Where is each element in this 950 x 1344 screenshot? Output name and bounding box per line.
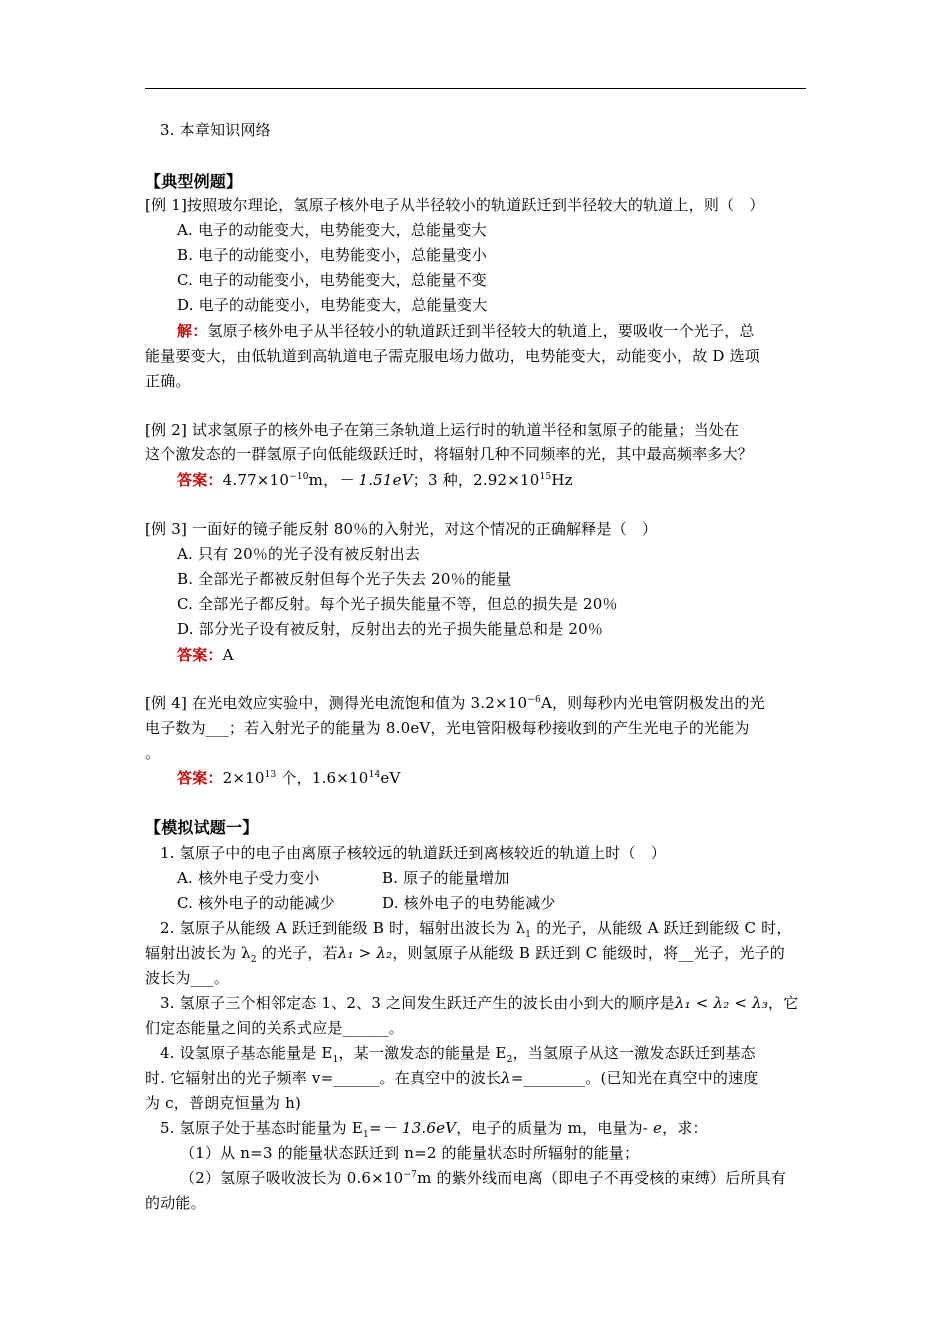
example-4-answer: 答案：$2\times 10^{13}$ 个，$1.6\times 10^{14}eV$: [177, 769, 401, 787]
example-3-option-c: C. 全部光子都反射。每个光子损失能量不等，但总的损失是 20％: [177, 595, 618, 613]
example-1-option-c: C. 电子的动能变小，电势能变大，总能量不变: [177, 271, 487, 289]
solution-label: 解：: [177, 322, 208, 340]
example-4-stem-line-1: [例 4] 在光电效应实验中，测得光电流饱和值为 $3.2\times 10^{-6}A$，则每秒内光电管阴极发出的光: [145, 694, 765, 712]
question-5-part-2-cont: 的动能。: [145, 1194, 206, 1212]
example-3-option-d: D. 部分光子设有被反射，反射出去的光子损失能量总和是 20％: [177, 620, 604, 638]
example-1-solution-line-2: 能量要变大，由低轨道到高轨道电子需克服电场力做功，电势能变大，动能变小，故 D 选项: [145, 347, 760, 365]
intro-item-3: 3. 本章知识网络: [160, 121, 271, 139]
section-title-mock-test: 【模拟试题一】: [145, 818, 259, 837]
example-3-answer: 答案：A: [177, 646, 234, 664]
question-5-part-1: （1）从 n=3 的能量状态跃迁到 n=2 的能量状态时所辐射的能量；: [180, 1144, 640, 1162]
example-1-solution-line-1: 解：氢原子核外电子从半径较小的轨道跃迁到半径较大的轨道上，要吸收一个光子，总: [177, 322, 755, 340]
example-1-option-d: D. 电子的动能变小，电势能变大，总能量变大: [177, 296, 488, 314]
example-4-stem-line-2: 电子数为___；若入射光子的能量为 8.0eV，光电管阳极每秒接收到的产生光电子的光能为: [145, 719, 750, 737]
example-3-option-a: A. 只有 20％的光子没有被反射出去: [177, 545, 421, 563]
answer-label: 答案：: [177, 769, 223, 787]
question-2-line-3: 波长为___。: [145, 969, 229, 987]
energy-value: － 1.51eV: [338, 471, 413, 489]
electron-charge: - e: [642, 1119, 663, 1137]
question-1-options-cd: [177, 893, 842, 913]
question-2-line-2: 辐射出波长为 $\lambda_2$ 的光子，若λ₁ > λ₂，则氢原子从能级 B 跃迁到 C 能级时，将__光子，光子的: [145, 944, 785, 965]
question-1-option-d: D. 核外电子的电势能减少: [382, 894, 556, 912]
ground-energy: － 13.6eV: [381, 1119, 457, 1137]
question-4-line-2: 时. 它辐射出的光子频率 v=______。在真空中的波长λ=________。(已知光在真空中的速度: [145, 1069, 759, 1087]
wavelength-inequality: λ₁ > λ₂: [337, 944, 393, 962]
question-1-option-b: B. 原子的能量增加: [382, 869, 510, 887]
question-1-stem: 1. 氢原子中的电子由离原子核较远的轨道跃迁到离核较近的轨道上时（ ）: [160, 844, 667, 862]
example-1-option-b: B. 电子的动能变小，电势能变小，总能量变小: [177, 246, 487, 264]
section-title-examples: 【典型例题】: [145, 172, 243, 191]
answer-label: 答案：: [177, 471, 223, 489]
wavelength-order: λ₁ < λ₂ < λ₃: [674, 994, 769, 1012]
example-2-answer: 答案：$4.77\times 10^{-10}m$，－ 1.51eV；3 种，$2.92\times 10^{15}Hz$: [177, 471, 573, 489]
question-3-line-2: 们定态能量之间的关系式应是______。: [145, 1019, 405, 1037]
question-3-line-1: 3. 氢原子三个相邻定态 1、2、3 之间发生跃迁产生的波长由小到大的顺序是λ₁ < λ₂ < λ₃，它: [160, 994, 799, 1012]
question-5-part-2: （2）氢原子吸收波长为 $0.6\times 10^{-7}m$ 的紫外线而电离（即电子不再受核的束缚）后所具有: [180, 1169, 787, 1187]
example-3-stem: [例 3] 一面好的镜子能反射 80％的入射光，对这个情况的正确解释是（ ）: [145, 520, 658, 538]
example-1-solution-line-3: 正确。: [145, 372, 191, 390]
example-1-stem: [例 1]按照玻尔理论，氢原子核外电子从半径较小的轨道跃迁到半径较大的轨道上，则（ ）: [145, 196, 765, 214]
answer-label: 答案：: [177, 646, 223, 664]
example-1-option-a: A. 电子的动能变大，电势能变大，总能量变大: [177, 221, 487, 239]
example-4-stem-line-3: 。: [145, 744, 161, 762]
question-1-option-a: A. 核外电子受力变小: [177, 869, 320, 887]
question-4-line-1: 4. 设氢原子基态能量是 $E_1$，某一激发态的能量是 $E_2$，当氢原子从这一激发态跃迁到基态: [160, 1044, 756, 1065]
question-4-line-3: 为 c，普朗克恒量为 h): [145, 1094, 302, 1112]
question-5-line-1: 5. 氢原子处于基态时能量为 $E_1=- 13.6eV$，电子的质量为 m，电量为- e，求：: [160, 1119, 708, 1140]
question-1-option-c: C. 核外电子的动能减少: [177, 894, 335, 912]
example-2-stem-line-2: 这个激发态的一群氢原子向低能级跃迁时，将辐射几种不同频率的光，其中最高频率多大？: [145, 445, 754, 463]
question-1-options-ab: [177, 868, 842, 888]
example-2-stem-line-1: [例 2] 试求氢原子的核外电子在第三条轨道上运行时的轨道半径和氢原子的能量；当处在: [145, 421, 740, 439]
header-rule: [145, 88, 806, 89]
question-2-line-1: 2. 氢原子从能级 A 跃迁到能级 B 时，辐射出波长为 $\lambda_1$ 的光子，从能级 A 跃迁到能级 C 时，: [160, 919, 792, 940]
example-3-option-b: B. 全部光子都被反射但每个光子失去 20％的能量: [177, 570, 512, 588]
